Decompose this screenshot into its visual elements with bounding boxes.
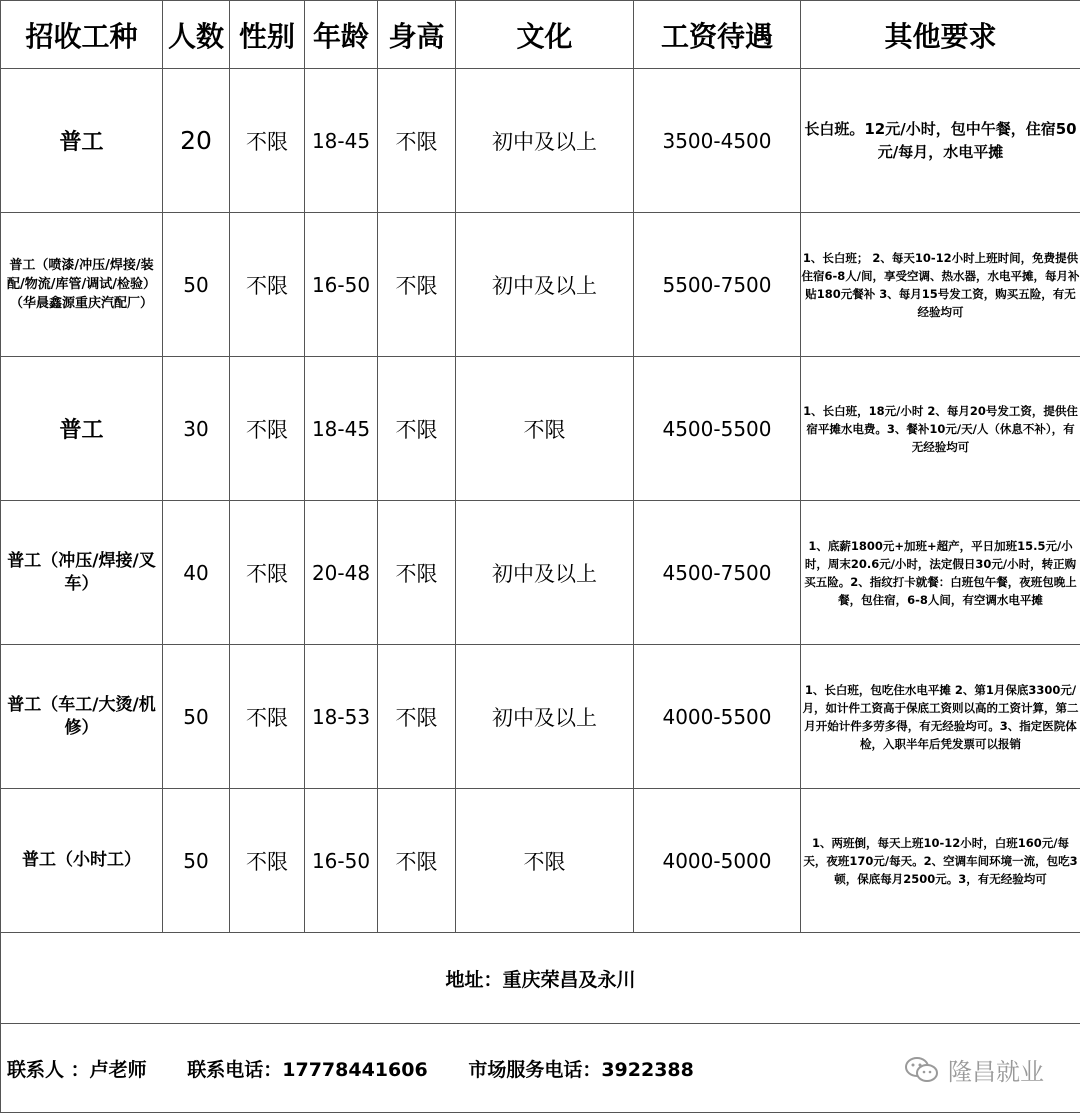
age-cell: 18-53 <box>305 645 378 789</box>
job-type-cell: 普工（喷漆/冲压/焊接/装配/物流/库管/调试/检验）（华晨鑫源重庆汽配厂） <box>1 213 163 357</box>
age-cell: 16-50 <box>305 213 378 357</box>
gender-cell: 不限 <box>230 789 305 933</box>
salary-cell: 4500-7500 <box>634 501 801 645</box>
header-requirements: 其他要求 <box>801 1 1080 69</box>
contact-person: 联系人 ：卢老师 <box>7 1058 147 1081</box>
table-row <box>1 789 1080 933</box>
address-text: 地址：重庆荣昌及永川 <box>1 933 1080 1024</box>
job-type-cell: 普工（车工/大烫/机修） <box>1 645 163 789</box>
salary-cell: 4000-5500 <box>634 645 801 789</box>
height-cell: 不限 <box>378 789 456 933</box>
salary-cell: 3500-4500 <box>634 69 801 213</box>
count-cell: 30 <box>163 357 230 501</box>
count-cell: 20 <box>163 69 230 213</box>
table-row <box>1 357 1080 501</box>
contact-cell <box>1 1024 1080 1113</box>
header-salary: 工资待遇 <box>634 1 801 69</box>
requirements-cell: 1、长白班，18元/小时 2、每月20号发工资，提供住宿平摊水电费。3、餐补10元/天/人（休息不补），有无经验均可 <box>801 357 1080 501</box>
header-age: 年龄 <box>305 1 378 69</box>
contact-row <box>1 1024 1080 1113</box>
education-cell: 初中及以上 <box>456 501 634 645</box>
watermark-text: 隆昌就业 <box>948 1058 1044 1086</box>
table-row <box>1 501 1080 645</box>
height-cell: 不限 <box>378 357 456 501</box>
age-cell: 18-45 <box>305 357 378 501</box>
height-cell: 不限 <box>378 501 456 645</box>
table-row <box>1 213 1080 357</box>
age-cell: 16-50 <box>305 789 378 933</box>
height-cell: 不限 <box>378 645 456 789</box>
requirements-cell: 长白班。12元/小时，包中午餐，住宿50元/每月，水电平摊 <box>801 69 1080 213</box>
age-cell: 20-48 <box>305 501 378 645</box>
table-row <box>1 69 1080 213</box>
job-type-cell: 普工 <box>1 69 163 213</box>
education-cell: 初中及以上 <box>456 645 634 789</box>
header-job-type: 招收工种 <box>1 1 163 69</box>
gender-cell: 不限 <box>230 357 305 501</box>
header-count: 人数 <box>163 1 230 69</box>
salary-cell: 4000-5000 <box>634 789 801 933</box>
header-gender: 性别 <box>230 1 305 69</box>
count-cell: 50 <box>163 213 230 357</box>
height-cell: 不限 <box>378 213 456 357</box>
table-header-row <box>1 1 1080 69</box>
gender-cell: 不限 <box>230 213 305 357</box>
count-cell: 40 <box>163 501 230 645</box>
header-height: 身高 <box>378 1 456 69</box>
job-type-cell: 普工（小时工） <box>1 789 163 933</box>
count-cell: 50 <box>163 645 230 789</box>
education-cell: 初中及以上 <box>456 69 634 213</box>
age-cell: 18-45 <box>305 69 378 213</box>
job-type-cell: 普工 <box>1 357 163 501</box>
education-cell: 不限 <box>456 789 634 933</box>
height-cell: 不限 <box>378 69 456 213</box>
education-cell: 初中及以上 <box>456 213 634 357</box>
watermark <box>904 1052 1044 1087</box>
gender-cell: 不限 <box>230 501 305 645</box>
requirements-cell: 1、两班倒，每天上班10-12小时，白班160元/每天，夜班170元/每天。2、空调车间环境一流，包吃3顿，保底每月2500元。3，有无经验均可 <box>801 789 1080 933</box>
wechat-icon <box>904 1056 940 1084</box>
service-phone: 市场服务电话：3922388 <box>468 1058 694 1081</box>
job-type-cell: 普工（冲压/焊接/叉车） <box>1 501 163 645</box>
requirements-cell: 1、长白班； 2、每天10-12小时上班时间，免费提供住宿6-8人/间，享受空调、热水器，水电平摊，每月补贴180元餐补 3、每月15号发工资，购买五险，有无经验均可 <box>801 213 1080 357</box>
table-row <box>1 645 1080 789</box>
address-row <box>1 933 1080 1024</box>
education-cell: 不限 <box>456 357 634 501</box>
salary-cell: 5500-7500 <box>634 213 801 357</box>
count-cell: 50 <box>163 789 230 933</box>
salary-cell: 4500-5500 <box>634 357 801 501</box>
gender-cell: 不限 <box>230 69 305 213</box>
contact-phone: 联系电话：17778441606 <box>187 1058 428 1081</box>
header-education: 文化 <box>456 1 634 69</box>
requirements-cell: 1、长白班，包吃住水电平摊 2、第1月保底3300元/月，如计件工资高于保底工资则以高的工资计算，第二月开始计件多劳多得，有无经验均可。3、指定医院体检，入职半年后凭发票可以报销 <box>801 645 1080 789</box>
gender-cell: 不限 <box>230 645 305 789</box>
requirements-cell: 1、底薪1800元+加班+超产，平日加班15.5元/小时，周末20.6元/小时，法定假日30元/小时，转正购买五险。2、指纹打卡就餐：白班包午餐，夜班包晚上餐，包住宿，6-8人间，有空调水电平摊 <box>801 501 1080 645</box>
